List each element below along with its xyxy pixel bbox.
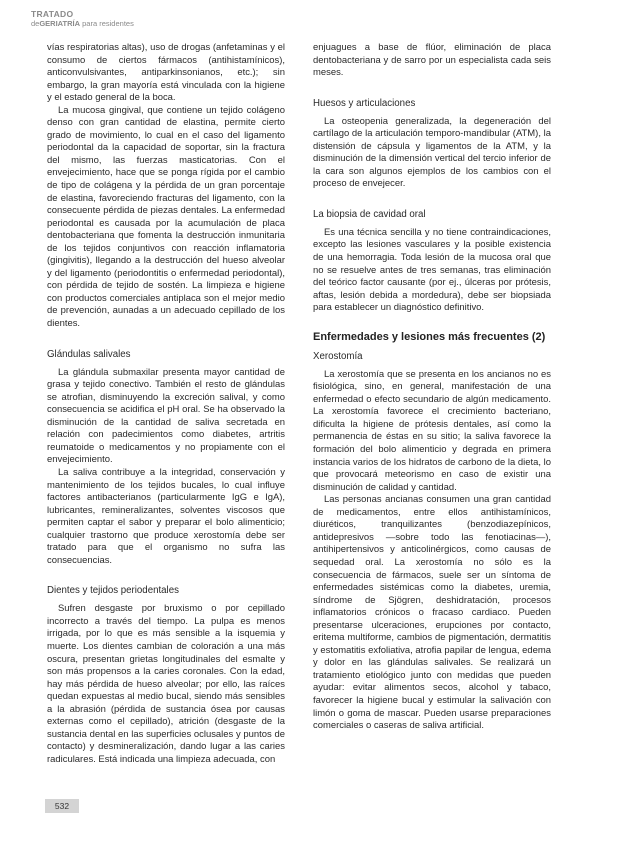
section-heading-dientes: Dientes y tejidos periodentales <box>47 585 179 597</box>
paragraph: vías respiratorias altas), uso de drogas (anfetaminas y el consumo de ciertos fármacos (antihistamínicos), anticonvulsivantes, antiparkinsonianos, etc.); sin embargo, la gran mayoría está vinculada con la higiene y el estado general de la boca. <box>47 42 285 104</box>
running-header <box>31 10 134 27</box>
paragraph: Sufren desgaste por bruxismo o por cepillado incorrecto a través del tiempo. La pulpa es menos irrigada, por lo que es más sensible a la isquemia y muerte. Los dientes cambian de coloración a una más oscura, presentan grietas longitudinales del esmalte y son más propensos a la caries coronales. Con la edad, hay más pérdida de hueso alveolar; por ello, las raíces quedan expuestas al medio bucal, siendo más sensibles a la abrasión (pérdida de sustancia ósea por causas externas como el cepillado), atrición (desgaste de la sustancia dental en las superficies oclusales y puntos de contacto) y desmineralización, dando lugar a las caries radiculares. Está indicada una limpieza adecuada, con <box>47 603 285 765</box>
right-column <box>313 42 551 733</box>
section-heading-huesos: Huesos y articulaciones <box>313 97 416 109</box>
page-number: 532 <box>45 799 79 813</box>
header-title <box>31 20 134 28</box>
paragraph: enjuagues a base de flúor, eliminación de placa dentobacteriana y de sarro por un especialista cada seis meses. <box>313 42 551 79</box>
paragraph: La glándula submaxilar presenta mayor cantidad de grasa y tejido conectivo. También el resto de glándulas se atrofian, disminuyendo la excreción salival, y como consecuencia se acidifica el pH oral. Se ha observado la disminución de la cantidad de saliva secretada en relación con padecimientos como diabetes, artritis reumatoide o medicamentos y no propiamente con el envejecimiento. <box>47 366 285 466</box>
header-prefix: de <box>31 18 40 28</box>
section-heading-glandulas: Glándulas salivales <box>47 348 131 360</box>
paragraph: Las personas ancianas consumen una gran cantidad de medicamentos, entre ellos antihistamínicos, diuréticos, tranquilizantes (benzodiazepínicos, antidepresivos —sobre todo las fenotiacinas—), antihipertensivos y anticolinérgicos, como causas de sequedad oral. La xerostomía no sólo es la consecuencia de fármacos, suele ser un síntoma de enfermedades sistémicas como la diabetes, uremia, síndrome de Sjögren, deshidratación, procesos inflamatorios crónicos o fracaso cardiaco. Pueden presentarse ulceraciones, erupciones por contacto, eritema multiforme, cambios de pigmentación, dermatitis y estomatitis exfoliativa, atrofia papilar de lengua, edema y dolor en las glándulas salivales. Se realizará un tratamiento etiológico junto con medidas que pueden ayudar: evitar alimentos secos, alcohol y tabaco, favorecer la higiene bucal y estimular la salivación con limón o goma de mascar. Pueden usarse preparaciones comerciales o caseras de saliva artificial. <box>313 494 551 732</box>
paragraph: Es una técnica sencilla y no tiene contraindicaciones, excepto las lesiones vasculares y la posible existencia de una hemorragia. Toda lesión de la mucosa oral que no se resuelve antes de tres semanas, tras eliminación del teórico factor causante (por ej., úlceras por prótesis, aftas, lesión debida a mordedura), debe ser biopsiada para establecer un diagnóstico definitivo. <box>313 226 551 314</box>
chapter-heading-enfermedades: Enfermedades y lesiones más frecuentes (2) <box>313 330 546 343</box>
section-heading-xerostomia: Xerostomía <box>313 350 363 362</box>
header-suffix: para residentes <box>80 18 134 28</box>
paragraph: La osteopenia generalizada, la degeneración del cartílago de la articulación temporo-mandibular (ATM), la distensión de cápsula y ligamentos de la ATM, y la disminución de la dimensión vertical del tercio inferior de la cara son algunos ejemplos de los cambios con el proceso de envejecer. <box>313 115 551 190</box>
header-subject: GERIATRÍA <box>39 18 81 28</box>
paragraph: La saliva contribuye a la integridad, conservación y mantenimiento de los tejidos bucales, lo cual influye factores antibacterianos (particularmente IgG e IgA), lubricantes, remineralizantes, solventes viscosos que permiten captar el sabor y preparar el bolo alimenticio; cualquier trastorno que produce xerostomía debe ser tratado para que el organismo no sufra las consecuencias. <box>47 466 285 566</box>
header-series: TRATADO <box>31 9 74 19</box>
section-heading-biopsia: La biopsia de cavidad oral <box>313 208 426 220</box>
paragraph: La mucosa gingival, que contiene un tejido colágeno denso con gran cantidad de elastina, permite cierto grado de movimiento, lo cual en el caso del ligamento periodontal da la capacidad de soportar, sin la fractura del mismo, las fuerzas masticatorias. Con el envejecimiento, hace que se ponga rígida por el cambio de tipo de colágena y la pérdida de un gran porcentaje de elastina, favoreciendo fracturas del ligamento, con la consecuente pérdida de piezas dentales. La enfermedad periodontal es causada por la acumulación de placa dentobacteriana que fomenta la destrucción inmunitaria de los tejidos conjuntivos con reacción inflamatoria (gingivitis), llegando a la destrucción del hueso alveolar y del ligamento (periodontitis o enfermedad periodontal), con pérdida de tejido de sostén. La limpieza e higiene con productos comerciales antiplaca son el mejor medio de prevención, aunadas a un adecuado cepillado de los dientes. <box>47 104 285 330</box>
paragraph: La xerostomía que se presenta en los ancianos no es fisiológica, sino, en general, manifestación de una enfermedad o efecto secundario de algún medicamento. La xerostomía favorece el crecimiento bacteriano, dificulta la higiene de prótesis dentales, así como la permanencia de éstas en su sitio; la saliva favorece la formación del bolo alimenticio y degrada en primera instancia varios de los hidratos de carbono de la dieta, lo que provocará meteorismo en caso de existir una disminución de calidad y cantidad. <box>313 368 551 493</box>
left-column <box>47 42 285 766</box>
